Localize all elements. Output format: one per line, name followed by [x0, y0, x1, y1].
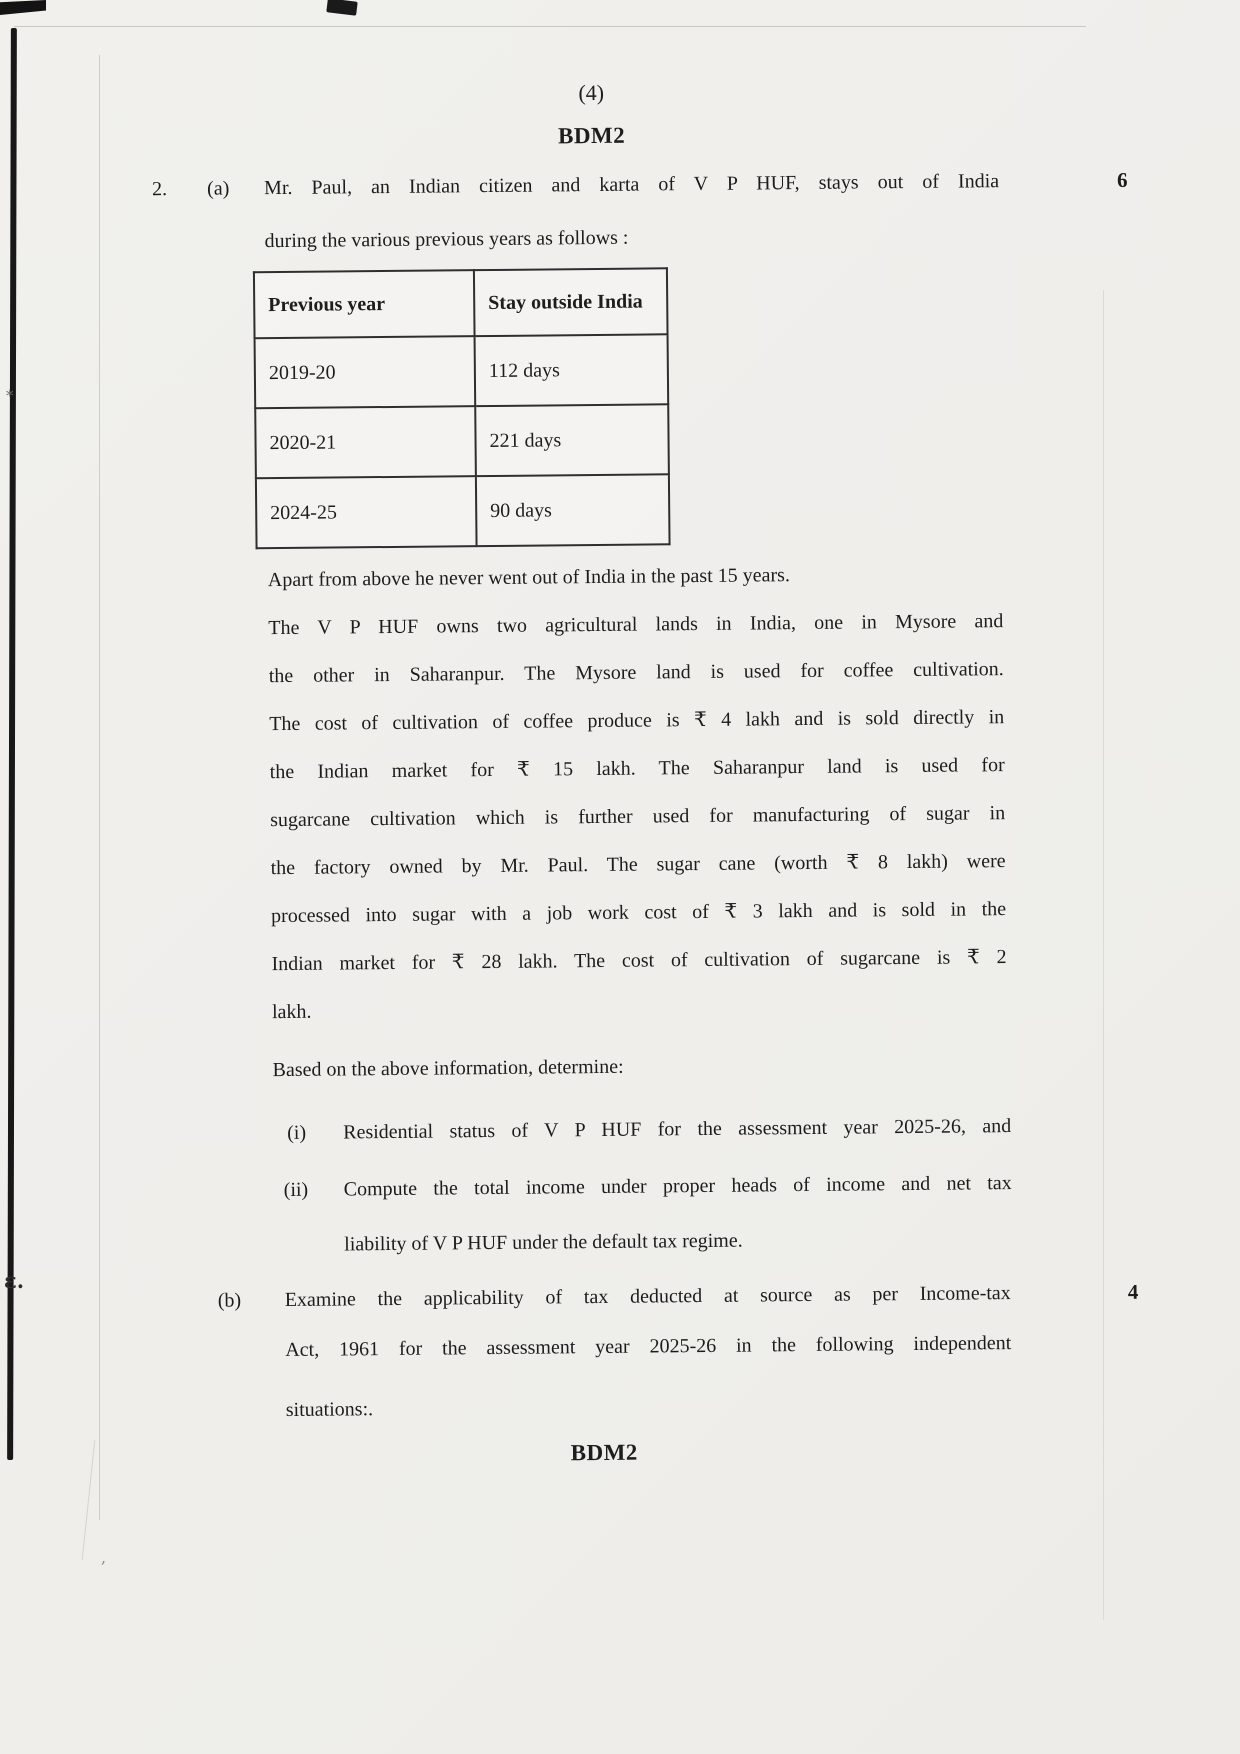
- scan-corner-smudge: [0, 0, 46, 15]
- part-a-body-line: the factory owned by Mr. Paul. The sugar cane (worth ₹ 8 lakh) were: [270, 850, 1006, 880]
- part-b-text-line-2: Act, 1961 for the assessment year 2025-26 in the following independent: [285, 1332, 1012, 1362]
- table-row: [256, 474, 670, 548]
- subpart-ii-label: (ii): [283, 1178, 309, 1202]
- part-b-marks: 4: [1127, 1279, 1139, 1304]
- stray-ink-mark: ,: [101, 1548, 107, 1567]
- table-header-row: [254, 268, 668, 338]
- part-a-marks: 6: [1116, 167, 1128, 192]
- part-a-intro-line-2: during the various previous years as follows :: [264, 226, 629, 253]
- table-header-previous-year: Previous year: [254, 270, 475, 338]
- part-a-label: (a): [207, 177, 230, 200]
- subpart-i-label: (i): [287, 1121, 307, 1144]
- margin-pencil-mark: ɛ.: [4, 1268, 25, 1293]
- stay-outside-india-table: [253, 267, 671, 549]
- part-a-body-line: processed into sugar with a job work cost of ₹ 3 lakh and is sold in the: [270, 898, 1007, 928]
- table-cell-year: 2019-20: [255, 336, 476, 408]
- part-a-note-line: Apart from above he never went out of India in the past 15 years.: [267, 564, 791, 592]
- table-cell-days: 221 days: [475, 404, 669, 476]
- question-number: 2.: [152, 178, 168, 201]
- part-a-body-line: sugarcane cultivation which is further used for manufacturing of sugar in: [270, 802, 1006, 832]
- part-a-determine-line: Based on the above information, determine:: [272, 1055, 624, 1082]
- subpart-ii-text-line-1: Compute the total income under proper heads of income and net tax: [343, 1172, 1012, 1201]
- page-number: (4): [578, 79, 605, 106]
- table-cell-year: 2024-25: [256, 476, 477, 548]
- part-a-intro-line-1: Mr. Paul, an Indian citizen and karta of V P HUF, stays out of India: [264, 170, 1000, 200]
- table-row: [255, 404, 669, 478]
- table-cell-days: 112 days: [475, 334, 669, 406]
- paper-code-footer: BDM2: [570, 1439, 638, 1466]
- subpart-ii-text-line-2: liability of V P HUF under the default tax regime.: [344, 1229, 743, 1256]
- page-edge-shadow-left: [99, 55, 100, 1520]
- part-b-text-line-1: Examine the applicability of tax deducted at source as per Income-tax: [284, 1282, 1011, 1312]
- paper-code-header: BDM2: [557, 122, 626, 149]
- part-a-body-line: The cost of cultivation of coffee produce is ₹ 4 lakh and is sold directly in: [269, 706, 1005, 736]
- page-fold-line: [82, 1440, 96, 1559]
- part-a-body-line: The V P HUF owns two agricultural lands in India, one in Mysore and: [268, 610, 1004, 640]
- part-a-body-line: lakh.: [271, 1000, 312, 1024]
- table-cell-year: 2020-21: [255, 406, 476, 478]
- subpart-i-text: Residential status of V P HUF for the assessment year 2025-26, and: [343, 1115, 1012, 1144]
- part-a-body-line: the other in Saharanpur. The Mysore land is used for coffee cultivation.: [268, 658, 1004, 688]
- part-a-body-line: Indian market for ₹ 28 lakh. The cost of cultivation of sugarcane is ₹ 2: [271, 946, 1007, 976]
- table-row: [255, 334, 669, 408]
- table-cell-days: 90 days: [476, 474, 670, 546]
- table-header-stay-outside: Stay outside India: [474, 268, 668, 336]
- page-content: [150, 0, 1197, 1754]
- margin-asterisk-mark: ⁎: [6, 382, 14, 400]
- part-a-body-line: the Indian market for ₹ 15 lakh. The Saharanpur land is used for: [269, 754, 1005, 784]
- part-b-label: (b): [217, 1289, 242, 1312]
- part-b-text-line-3: situations:.: [285, 1398, 374, 1422]
- scan-left-edge-line: [7, 28, 17, 1460]
